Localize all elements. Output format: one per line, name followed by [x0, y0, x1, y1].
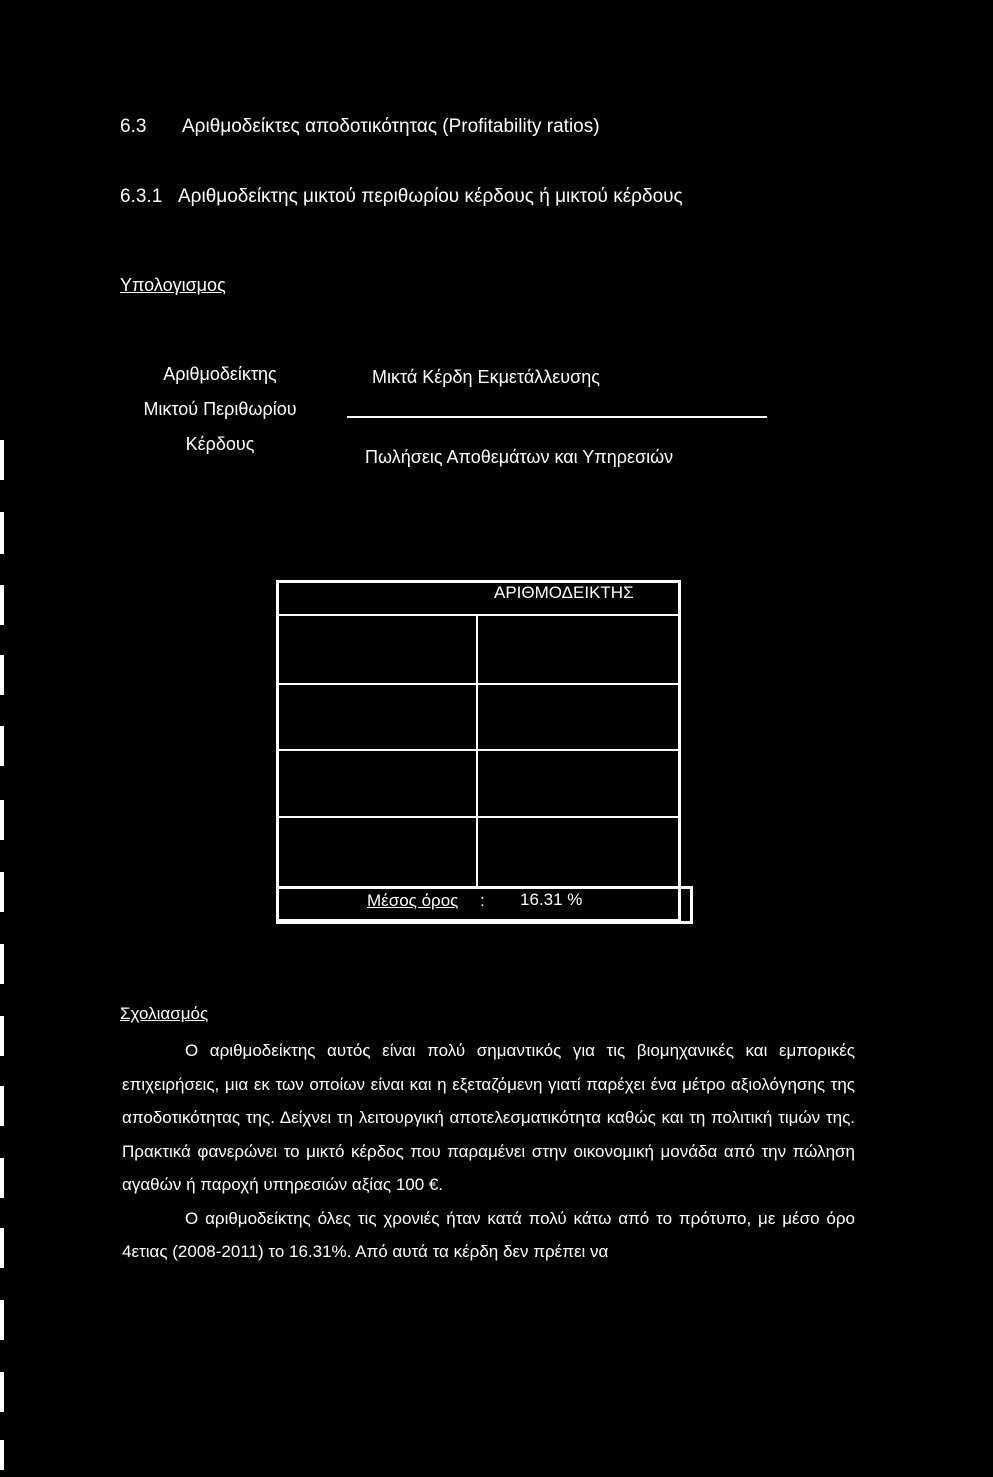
scan-edge-mark [0, 440, 4, 480]
section-number: 6.3 [120, 116, 147, 137]
subsection-heading [120, 186, 683, 208]
scan-edge-mark [0, 1016, 4, 1056]
commentary-heading: Σχολιασμός [120, 1004, 209, 1023]
commentary-body [122, 1034, 855, 1269]
scan-edge-mark [0, 1372, 4, 1412]
scan-edge-mark [0, 872, 4, 912]
scan-edge-mark [0, 800, 4, 840]
formula-denominator: Πωλήσεις Αποθεμάτων και Υπηρεσιών [365, 447, 674, 467]
table-column-divider [476, 614, 478, 886]
scan-edge-mark [0, 1228, 4, 1268]
scan-edge-mark [0, 512, 4, 554]
table-header: ΑΡΙΘΜΟΔΕΙΚΤΗΣ [494, 583, 634, 602]
scan-edge-mark [0, 585, 4, 625]
table-row-divider [279, 683, 681, 685]
scan-edge-mark [0, 655, 4, 695]
average-colon: : [480, 891, 485, 910]
subsection-title: Αριθμοδείκτης μικτού περιθωρίου κέρδους ή μικτού κέρδους [178, 186, 683, 207]
subsection-number: 6.3.1 [120, 186, 163, 207]
table-row-divider [279, 749, 681, 751]
scan-edge-mark [0, 1440, 4, 1470]
scan-edge-mark [0, 726, 4, 766]
scan-edge-mark [0, 1300, 4, 1340]
scan-edge-mark [0, 944, 4, 984]
table-row-divider [279, 816, 681, 818]
ratio-name: Αριθμοδείκτης Μικτού Περιθωρίου Κέρδους [143, 364, 297, 454]
commentary-paragraph: Ο αριθμοδείκτης αυτός είναι πολύ σημαντικός για τις βιομηχανικές και εμπορικές επιχειρήσεις, μια εκ των οποίων είναι και η εξεταζόμενη γιατί παρέχει ένα μέτρο αξιολόγησης της αποδοτικότητας της. Δείχνει τη λειτουργική αποτελεσματικότητα καθώς και τη πολιτική τιμών της. Πρακτικά φανερώνει το μικτό κέρδος που παραμένει στην οικονομική μονάδα από την πώληση αγαθών ή παροχή υπηρεσιών αξίας 100 €. [122, 1041, 855, 1194]
average-value: 16.31 % [520, 890, 583, 909]
ratio-table [276, 580, 681, 922]
scan-edge-mark [0, 1158, 4, 1198]
section-title: Αριθμοδείκτες αποδοτικότητας (Profitability ratios) [182, 116, 600, 137]
calculation-heading: Υπολογισμος [120, 275, 226, 295]
formula-numerator: Μικτά Κέρδη Εκμετάλλευσης [372, 367, 600, 387]
fraction-line [347, 416, 767, 418]
scan-edge-mark [0, 1086, 4, 1126]
table-row-divider [279, 614, 681, 616]
commentary-paragraph: Ο αριθμοδείκτης όλες τις χρονιές ήταν κατά πολύ κάτω από το πρότυπο, με μέσο όρο 4ετιας (2008-2011) το 16.31%. Από αυτά τα κέρδη δεν πρέπει να [122, 1208, 855, 1261]
section-heading [120, 116, 600, 138]
average-label: Μέσος όρος [367, 891, 459, 910]
